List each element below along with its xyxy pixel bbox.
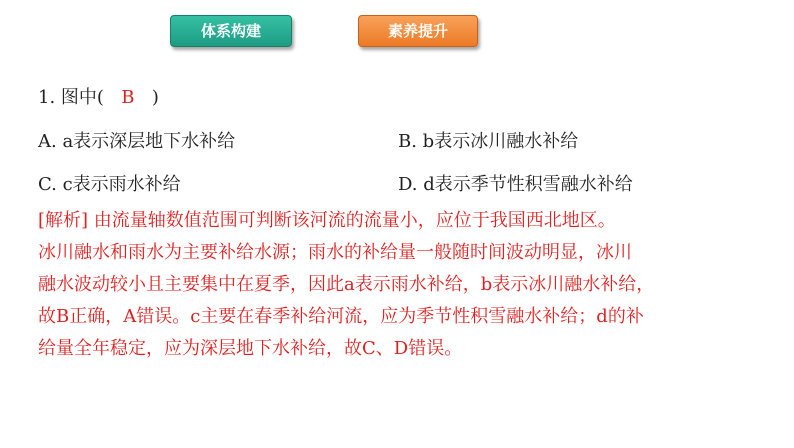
- option-a: A. a表示深层地下水补给: [38, 131, 236, 152]
- explanation: [38, 205, 778, 365]
- option-d: D. d表示季节性积雪融水补给: [398, 174, 633, 195]
- question-answer: B: [121, 87, 135, 108]
- explanation-line: 融水波动较小且主要集中在夏季，因此a表示雨水补给，b表示冰川融水补给，: [38, 274, 655, 295]
- tab-literacy-improvement[interactable]: 素养提升: [358, 15, 478, 47]
- explanation-line: [解析] 由流量轴数值范围可判断该河流的流量小，应位于我国西北地区。: [38, 210, 616, 231]
- explanation-line: 冰川融水和雨水为主要补给水源；雨水的补给量一般随时间波动明显，冰川: [38, 242, 632, 263]
- option-c: C. c表示雨水补给: [38, 174, 181, 195]
- tab-system-construction[interactable]: 体系构建: [170, 15, 292, 47]
- question-stem-suffix: ): [151, 87, 159, 108]
- question-stem-prefix: 1. 图中(: [38, 87, 104, 108]
- explanation-line: 故B正确，A错误。c主要在春季补给河流，应为季节性积雪融水补给；d的补: [38, 306, 644, 327]
- question-stem: [38, 83, 159, 113]
- explanation-line: 给量全年稳定，应为深层地下水补给，故C、D错误。: [38, 338, 463, 359]
- option-b: B. b表示冰川融水补给: [398, 131, 579, 152]
